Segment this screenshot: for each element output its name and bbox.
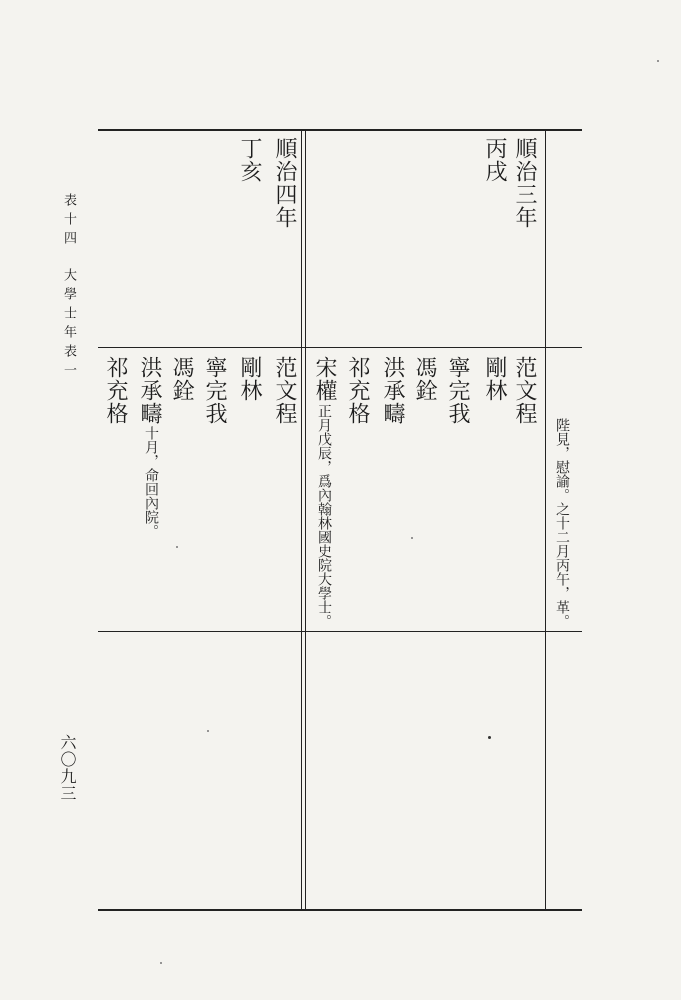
name-qi-chongge-1647: 祁充格 <box>103 356 128 425</box>
name-gang-lin-1646: 剛林 <box>482 356 507 402</box>
name-qi-chongge-1646: 祁充格 <box>345 356 370 425</box>
song-quan-note: 正月戊辰，爲內翰林國史院大學士。 <box>316 404 332 628</box>
name-gang-lin-1647: 剛林 <box>237 356 262 402</box>
name-feng-quan-1647: 馮銓 <box>169 356 194 402</box>
scan-speck <box>488 736 491 739</box>
scan-speck <box>657 60 659 62</box>
name-ning-wanwo-1647: 寧完我 <box>202 356 227 425</box>
name-hong-chengchou-1647: 洪承疇 <box>137 356 162 425</box>
scan-speck <box>411 537 413 539</box>
name-hong-chengchou-1646: 洪承疇 <box>380 356 405 425</box>
table-bottom-rule <box>98 909 582 911</box>
hong-chengchou-note: 十月，命回內院。 <box>143 426 159 538</box>
table-row-rule <box>98 347 582 348</box>
carry-over-note: 陛見，慰諭。之十二月丙午，革。 <box>554 418 570 628</box>
column-divider-far-right <box>545 129 546 911</box>
cyclical-1646: 丙戌 <box>482 137 507 183</box>
margin-table-title: 大學士年表一 <box>61 268 76 382</box>
reign-year-1646: 順治三年 <box>512 137 537 229</box>
page-number: 六〇九三 <box>58 734 77 802</box>
cyclical-1647: 丁亥 <box>237 137 262 183</box>
column-divider-right <box>305 129 306 911</box>
name-song-quan-1646: 宋權 <box>312 356 337 402</box>
name-feng-quan-1646: 馮銓 <box>412 356 437 402</box>
name-fan-wencheng-1646: 范文程 <box>512 356 537 425</box>
column-divider-left <box>301 129 302 911</box>
table-top-rule <box>98 129 582 131</box>
scan-speck <box>207 730 209 732</box>
reign-year-1647: 順治四年 <box>272 137 297 229</box>
name-fan-wencheng-1647: 范文程 <box>272 356 297 425</box>
scan-speck <box>176 546 178 548</box>
scan-speck <box>160 962 162 964</box>
table-row-rule-lower <box>98 631 582 632</box>
name-ning-wanwo-1646: 寧完我 <box>445 356 470 425</box>
margin-table-number: 表十四 <box>61 193 76 250</box>
